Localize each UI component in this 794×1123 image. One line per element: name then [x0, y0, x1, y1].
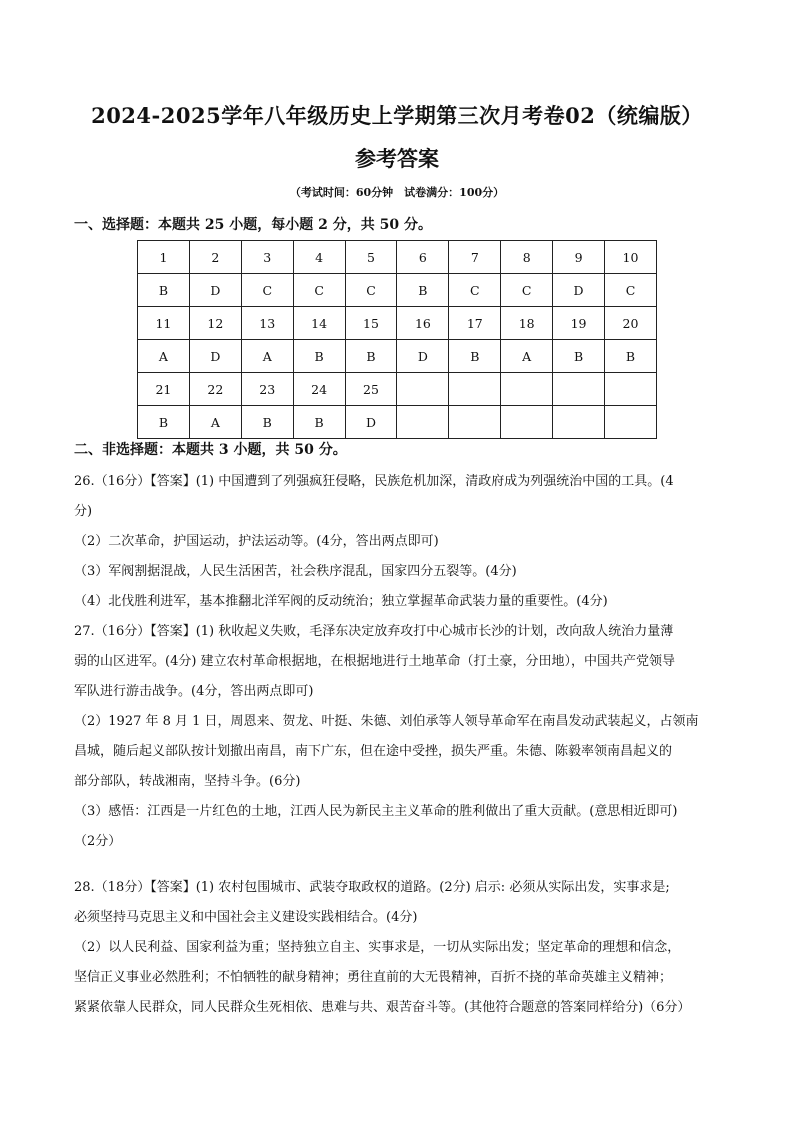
- table-row: [138, 373, 657, 406]
- table-cell: 18: [501, 307, 553, 340]
- table-row: [138, 274, 657, 307]
- table-row: [138, 340, 657, 373]
- table-cell: B: [397, 274, 449, 307]
- question-28-answer: [74, 873, 734, 1023]
- table-cell: B: [345, 340, 397, 373]
- table-cell: 3: [241, 241, 293, 274]
- table-cell: 25: [345, 373, 397, 406]
- table-cell: 11: [138, 307, 190, 340]
- table-cell: A: [138, 340, 190, 373]
- answer-line: （4）北伐胜利进军，基本推翻北洋军阀的反动统治；独立掌握革命武装力量的重要性。(4分): [74, 594, 608, 609]
- answer-line: 28.（18分）【答案】(1) 农村包围城市、武装夺取政权的道路。(2分) 启示: 必须从实际出发，实事求是;: [74, 880, 670, 895]
- table-cell: 7: [449, 241, 501, 274]
- answer-line: （2分）: [74, 834, 122, 849]
- table-cell: 2: [189, 241, 241, 274]
- answer-line: 紧紧依靠人民群众，同人民群众生死相依、患难与共、艰苦奋斗等。(其他符合题意的答案同样给分)（6分）: [74, 1000, 691, 1015]
- table-cell: 21: [138, 373, 190, 406]
- table-cell: [449, 373, 501, 406]
- table-cell: C: [345, 274, 397, 307]
- table-cell: 5: [345, 241, 397, 274]
- answer-line: 必须坚持马克思主义和中国社会主义建设实践相结合。(4分): [74, 910, 418, 925]
- answer-line: 部分部队，转战湘南，坚持斗争。(6分): [74, 774, 301, 789]
- table-cell: A: [189, 406, 241, 439]
- question-27-answer: [74, 617, 734, 857]
- table-cell: 13: [241, 307, 293, 340]
- table-cell: B: [553, 340, 605, 373]
- table-cell: D: [345, 406, 397, 439]
- table-cell: A: [241, 340, 293, 373]
- table-row: [138, 241, 657, 274]
- page-subtitle: 参考答案: [355, 146, 439, 171]
- table-cell: B: [293, 340, 345, 373]
- answer-line: 26.（16分）【答案】(1) 中国遭到了列强疯狂侵略，民族危机加深，清政府成为列强统治中国的工具。(4: [74, 474, 674, 489]
- table-cell: 24: [293, 373, 345, 406]
- table-cell: B: [293, 406, 345, 439]
- table-cell: D: [189, 340, 241, 373]
- answer-line: 坚信正义事业必然胜利；不怕牺牲的献身精神；勇往直前的大无畏精神，百折不挠的革命英雄主义精神；: [74, 970, 673, 985]
- table-cell: [553, 373, 605, 406]
- table-cell: B: [449, 340, 501, 373]
- table-cell: 19: [553, 307, 605, 340]
- table-cell: D: [189, 274, 241, 307]
- table-cell: C: [449, 274, 501, 307]
- table-cell: 4: [293, 241, 345, 274]
- answer-line: 军队进行游击战争。(4分，答出两点即可): [74, 684, 314, 699]
- page-title: 2024-2025学年八年级历史上学期第三次月考卷02（统编版）: [91, 103, 703, 128]
- question-26-answer: [74, 467, 734, 617]
- table-cell: B: [138, 274, 190, 307]
- table-cell: B: [138, 406, 190, 439]
- table-cell: [553, 406, 605, 439]
- answer-line: （2）1927 年 8 月 1 日，周恩来、贺龙、叶挺、朱德、刘伯承等人领导革命军在南昌发动武装起义，占领南: [74, 714, 699, 729]
- table-cell: 8: [501, 241, 553, 274]
- section-1-heading: 一、选择题：本题共 25 小题，每小题 2 分，共 50 分。: [74, 217, 432, 233]
- table-cell: D: [553, 274, 605, 307]
- table-cell: B: [241, 406, 293, 439]
- table-cell: 10: [605, 241, 657, 274]
- table-cell: B: [605, 340, 657, 373]
- table-cell: [397, 406, 449, 439]
- table-cell: 17: [449, 307, 501, 340]
- table-cell: 12: [189, 307, 241, 340]
- answer-line: （2）以人民利益、国家利益为重；坚持独立自主、实事求是，一切从实际出发；坚定革命的理想和信念，: [74, 940, 681, 955]
- table-cell: [605, 406, 657, 439]
- answer-line: （3）军阀割据混战，人民生活困苦，社会秩序混乱，国家四分五裂等。(4分): [74, 564, 517, 579]
- exam-meta: （考试时间：60分钟 试卷满分：100分）: [289, 186, 505, 199]
- answer-line: 弱的山区进军。(4分) 建立农村革命根据地，在根据地进行土地革命（打土豪，分田地），中国共产党领导: [74, 654, 676, 669]
- table-cell: [501, 406, 553, 439]
- table-cell: C: [293, 274, 345, 307]
- table-cell: 15: [345, 307, 397, 340]
- table-cell: 23: [241, 373, 293, 406]
- table-cell: 22: [189, 373, 241, 406]
- table-row: [138, 406, 657, 439]
- answer-line: （3）感悟：江西是一片红色的土地，江西人民为新民主主义革命的胜利做出了重大贡献。(意思相近即可): [74, 804, 678, 819]
- table-cell: 6: [397, 241, 449, 274]
- table-cell: C: [241, 274, 293, 307]
- answer-line: 分): [74, 504, 93, 519]
- table-cell: 16: [397, 307, 449, 340]
- table-cell: 20: [605, 307, 657, 340]
- table-cell: [501, 373, 553, 406]
- table-cell: A: [501, 340, 553, 373]
- table-row: [138, 307, 657, 340]
- table-cell: 9: [553, 241, 605, 274]
- answer-line: 27.（16分）【答案】(1) 秋收起义失败，毛泽东决定放弃攻打中心城市长沙的计划，改向敌人统治力量薄: [74, 624, 674, 639]
- table-cell: 14: [293, 307, 345, 340]
- answer-table: [137, 240, 657, 439]
- table-cell: [397, 373, 449, 406]
- table-cell: D: [397, 340, 449, 373]
- table-cell: C: [605, 274, 657, 307]
- table-cell: 1: [138, 241, 190, 274]
- table-cell: C: [501, 274, 553, 307]
- table-cell: [449, 406, 501, 439]
- section-2-heading: 二、非选择题：本题共 3 小题，共 50 分。: [74, 442, 347, 458]
- table-cell: [605, 373, 657, 406]
- answer-line: 昌城，随后起义部队按计划撤出南昌，南下广东，但在途中受挫，损失严重。朱德、陈毅率领南昌起义的: [74, 744, 673, 759]
- answer-line: （2）二次革命，护国运动，护法运动等。(4分，答出两点即可): [74, 534, 439, 549]
